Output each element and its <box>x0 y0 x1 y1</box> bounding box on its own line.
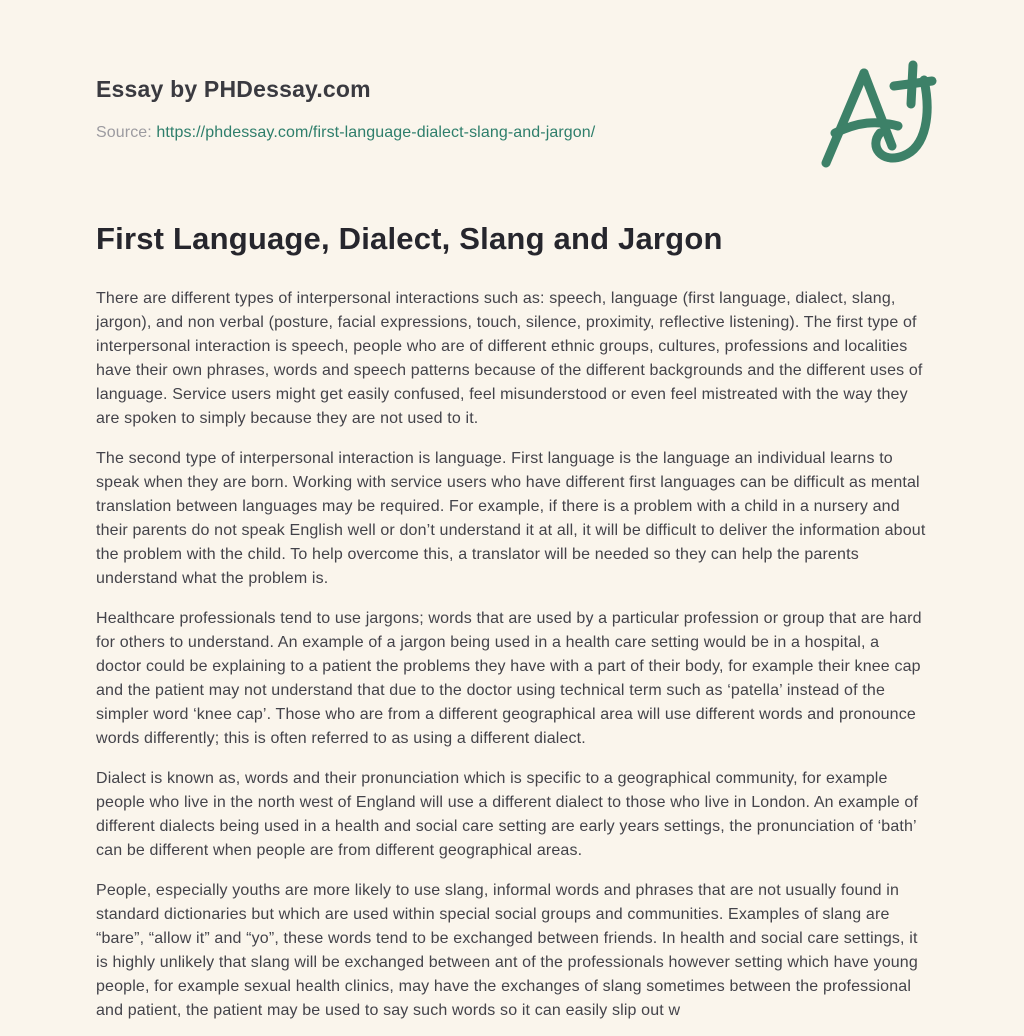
source-link[interactable]: https://phdessay.com/first-language-dialect-slang-and-jargon/ <box>156 124 596 141</box>
a-plus-logo-icon <box>814 60 946 176</box>
essay-title: First Language, Dialect, Slang and Jargon <box>96 221 723 256</box>
header <box>0 0 1024 142</box>
essay-paragraph-2: The second type of interpersonal interaction is language. First language is the language an individual learns to speak when they are born. Working with service users who have different first languages can be difficult as mental translation between languages may be required. For example, if there is a problem with a child in a nursery and their parents do not speak English well or don’t understand it at all, it will be difficult to deliver the information about the problem with the child. To help overcome this, a translator will be needed so they can help the parents understand what the problem is. <box>96 450 926 587</box>
source-line <box>96 124 928 142</box>
byline: Essay by PHDessay.com <box>96 76 371 102</box>
essay-content <box>0 220 1024 1023</box>
essay-paragraph-4: Dialect is known as, words and their pronunciation which is specific to a geographical community, for example people who live in the north west of England will use a different dialect to those who live in London. An example of different dialects being used in a health and social care setting are early years settings, the pronunciation of ‘bath’ can be different when people are from different geographical areas. <box>96 770 919 859</box>
essay-paragraph-1: There are different types of interpersonal interactions such as: speech, language (first language, dialect, slang, jargon), and non verbal (posture, facial expressions, touch, silence, proximity, reflective listening). The first type of interpersonal interaction is speech, people who are of different ethnic groups, cultures, professions and localities have their own phrases, words and speech patterns because of the different backgrounds and the different uses of language. Service users might get easily confused, feel misunderstood or even feel mistreated with the way they are spoken to simply because they are not used to it. <box>96 290 923 427</box>
essay-body <box>96 287 928 1023</box>
essay-paragraph-3: Healthcare professionals tend to use jargons; words that are used by a particular profession or group that are hard for others to understand. An example of a jargon being used in a health care setting would be in a hospital, a doctor could be explaining to a patient the problems they have with a part of their body, for example their knee cap and the patient may not understand that due to the doctor using technical term such as ‘patella’ instead of the simpler word ‘knee cap’. Those who are from a different geographical area will use different words and pronounce words differently; this is often referred to as using a different dialect. <box>96 610 922 747</box>
essay-paragraph-5: People, especially youths are more likely to use slang, informal words and phrases that are not usually found in standard dictionaries but which are used within special social groups and communities. Examples of slang are “bare”, “allow it” and “yo”, these words tend to be exchanged between friends. In health and social care settings, it is highly unlikely that slang will be exchanged between ant of the professionals however setting which have young people, for example sexual health clinics, may have the exchanges of slang sometimes between the professional and patient, the patient may be used to say such words so it can easily slip out w <box>96 882 918 1019</box>
source-label: Source: <box>96 124 152 141</box>
